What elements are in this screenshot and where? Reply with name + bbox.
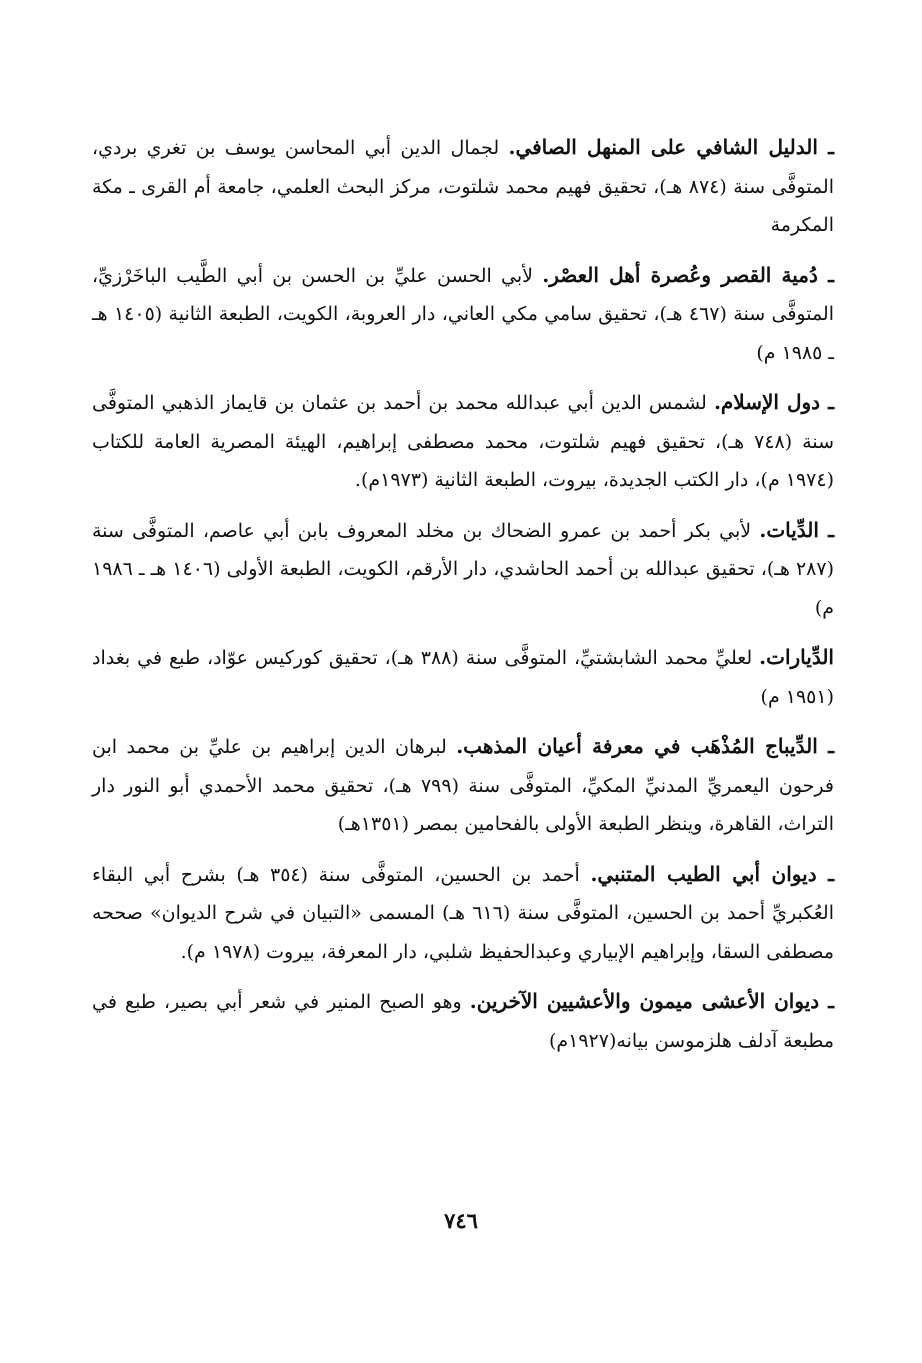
entry-title: ـ دول الإسلام. xyxy=(713,390,834,414)
entry-title: ـ الدِّيباج المُذْهَب في معرفة أعيان المذهب. xyxy=(456,734,834,758)
entry-title: الدِّيارات. xyxy=(759,645,834,669)
entry-text: لبرهان الدين إبراهيم بن عليِّ بن محمد ابن فرحون اليعمريِّ المدنيِّ المكيِّ، المتوفَّى سنة (٧٩٩ هـ)، تحقيق محمد الأحمدي أبو النور دار التراث، القاهرة، وينظر الطبعة الأولى بالفحامين بمصر (١٣٥١هـ) xyxy=(92,736,834,835)
entry-title: ـ ديوان الأعشى ميمون والأعشيين الآخرين. xyxy=(469,989,834,1013)
entry-text: لشمس الدين أبي عبدالله محمد بن أحمد بن عثمان بن قايماز الذهبي المتوفَّى سنة (٧٤٨ هـ)، تحقيق فهيم شلتوت، محمد مصطفى إبراهيم، الهيئة المصرية العامة للكتاب (١٩٧٤ م)، دار الكتب الجديدة، بيروت، الطبعة الثانية (١٩٧٣م). xyxy=(92,392,834,491)
bibliography-entry xyxy=(92,383,834,500)
entry-text: لجمال الدين أبي المحاسن يوسف بن تغري بردي، المتوفَّى سنة (٨٧٤ هـ)، تحقيق فهيم محمد شلتوت، مركز البحث العلمي، جامعة أم القرى ـ مكة المكرمة xyxy=(92,137,834,236)
bibliography-entry xyxy=(92,256,834,373)
bibliography-entry xyxy=(92,511,834,628)
entry-text: لأبي الحسن عليِّ بن الحسن بن أبي الطَّيب الباخَرْزيِّ، المتوفَّى سنة (٤٦٧ هـ)، تحقيق سامي مكي العاني، دار العروبة، الكويت، الطبعة الثانية (١٤٠٥ هـ ـ ١٩٨٥ م) xyxy=(92,264,834,364)
bibliography-entry xyxy=(92,727,834,844)
entry-text: لعليِّ محمد الشابشتيِّ، المتوفَّى سنة (٣٨٨ هـ)، تحقيق كوركيس عوّاد، طبع في بغداد (١٩٥١ م) xyxy=(92,647,834,708)
bibliography-entry xyxy=(92,638,834,716)
bibliography-entry xyxy=(92,128,834,245)
entry-title: ـ دُمية القصر وعُصرة أهل العصْر. xyxy=(542,262,834,287)
entry-text: أحمد بن الحسين، المتوفَّى سنة (٣٥٤ هـ) بشرح أبي البقاء العُكبريِّ أحمد بن الحسين، المتوفَّى سنة (٦١٦ هـ) المسمى «التبيان في شرح الديوان» صححه مصطفى السقا، وإبراهيم الإبياري وعبدالحفيظ شلبي، دار المعرفة، بيروت (١٩٧٨ م). xyxy=(92,863,834,963)
entry-title: ـ الدِّيات. xyxy=(759,517,834,542)
entry-title: ـ ديوان أبي الطيب المتنبي. xyxy=(590,861,834,886)
entry-title: ـ الدليل الشافي على المنهل الصافي. xyxy=(508,135,834,159)
bibliography-list xyxy=(92,128,834,1071)
bibliography-entry xyxy=(92,855,834,972)
entry-text: لأبي بكر أحمد بن عمرو الضحاك بن مخلد المعروف بابن أبي عاصم، المتوفَّى سنة (٢٨٧ هـ)، تحقيق عبدالله بن أحمد الحاشدي، دار الأرقم، الكويت، الطبعة الأولى (١٤٠٦ هـ ـ ١٩٨٦ م) xyxy=(92,519,834,619)
bibliography-entry xyxy=(92,982,834,1060)
entry-text: وهو الصبح المنير في شعر أبي بصير، طبع في مطبعة آدلف هلزموسن بيانه(١٩٢٧م) xyxy=(92,991,834,1052)
page-number: ٧٤٦ xyxy=(444,1208,478,1233)
